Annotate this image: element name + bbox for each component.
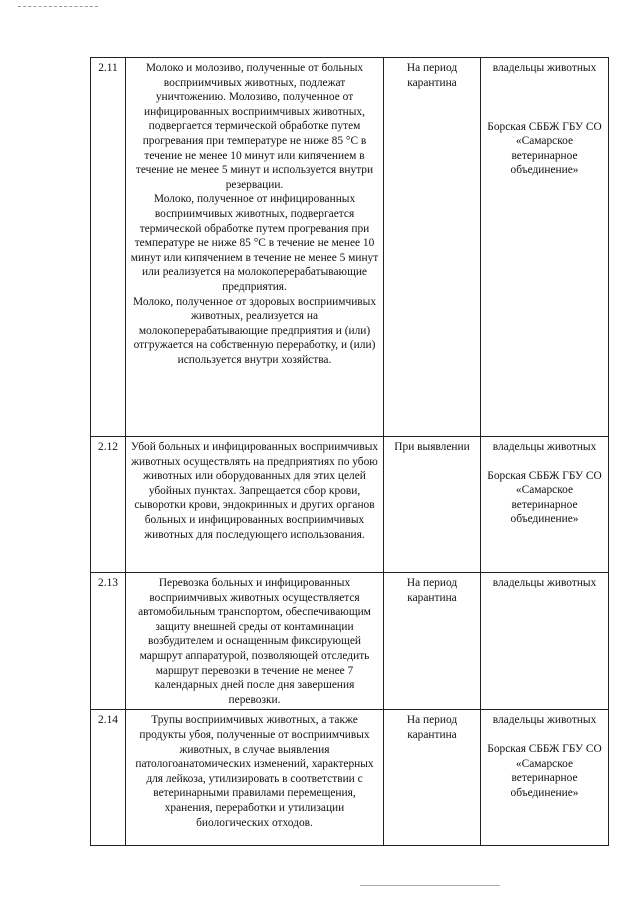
measure-text — [126, 573, 384, 710]
responsible-cell — [481, 710, 609, 846]
measures-table — [90, 57, 609, 846]
responsible-owners: владельцы животных — [492, 577, 597, 589]
measure-paragraph: Убой больных и инфицированных восприимчивых животных осуществлять на предприятиях по убою животных или оборудованных для этих целей убойных пунктах. Запрещается сбор крови, сыворотки крови, эндокринных и других органов больных и инфицированных восприимчивых животных для последующего использования. — [130, 441, 379, 541]
responsible-vet-service: Борская СББЖ ГБУ СО «Самарское ветеринарное объединение» — [487, 120, 602, 177]
responsible-owners: владельцы животных — [492, 714, 597, 727]
responsible-owners: владельцы животных — [492, 62, 597, 74]
responsible-cell — [481, 573, 609, 710]
measure-paragraph: Молоко и молозиво, полученные от больных восприимчивых животных, подлежат уничтожению. Молозиво, полученное от инфицированных восприимчивых животных, подвергается термической обработке путем прогревания при температуре не ниже 85 °С в течение не менее 10 минут или кипячением в течение не менее 5 минут и используется внутри резервации. — [135, 62, 374, 191]
measure-text — [126, 58, 384, 437]
responsible-vet-service: Борская СББЖ ГБУ СО «Самарское ветеринарное объединение» — [487, 742, 602, 799]
measure-text — [126, 710, 384, 846]
table-row — [91, 573, 609, 710]
row-number: 2.13 — [91, 573, 126, 710]
responsible-owners: владельцы животных — [492, 441, 597, 453]
term-cell: На период карантина — [384, 573, 481, 710]
measure-paragraph: Молоко, полученное от инфицированных восприимчивых животных, подвергается термической обработке путем прогревания при температуре не ниже 85 °С в течение не менее 10 минут или кипячением в течение не менее 5 минут или реализуется на молокоперерабатывающие предприятия. — [130, 193, 379, 293]
top-scan-mark — [18, 6, 98, 7]
row-number: 2.14 — [91, 710, 126, 846]
spacer — [483, 76, 606, 120]
table-row — [91, 710, 609, 846]
measure-paragraph: Перевозка больных и инфицированных восприимчивых животных осуществляется автомобильным транспортом, обеспечивающим защиту внешней среды от контаминации возбудителем и оснащенным фиксирующей маршрут аппаратурой, позволяющей отследить маршрут перевозки в течение не менее 7 календарных дней после дня завершения перевозки. — [138, 577, 371, 706]
spacer — [483, 728, 606, 742]
responsible-vet-service: Борская СББЖ ГБУ СО «Самарское ветеринарное объединение» — [487, 469, 602, 526]
table-row — [91, 58, 609, 437]
term-cell: При выявлении — [384, 437, 481, 573]
responsible-cell — [481, 437, 609, 573]
table-row — [91, 437, 609, 573]
measure-text — [126, 437, 384, 573]
measure-paragraph: Молоко, полученное от здоровых восприимчивых животных, реализуется на молокоперерабатывающие предприятия и (или) отгружается на собственную переработку, и (или) используется внутри хозяйства. — [132, 295, 377, 366]
spacer — [483, 455, 606, 469]
row-number: 2.12 — [91, 437, 126, 573]
term-cell: На период карантина — [384, 710, 481, 846]
measure-paragraph: Трупы восприимчивых животных, а также продукты убоя, полученные от восприимчивых животных, в случае выявления патологоанатомических изменений, характерных для лейкоза, утилизировать в соответствии с ветеринарными правилами перемещения, хранения, переработки и утилизации биологических отходов. — [135, 714, 374, 829]
bottom-scan-mark — [360, 885, 500, 886]
row-number: 2.11 — [91, 58, 126, 437]
responsible-cell — [481, 58, 609, 437]
term-cell: На период карантина — [384, 58, 481, 437]
